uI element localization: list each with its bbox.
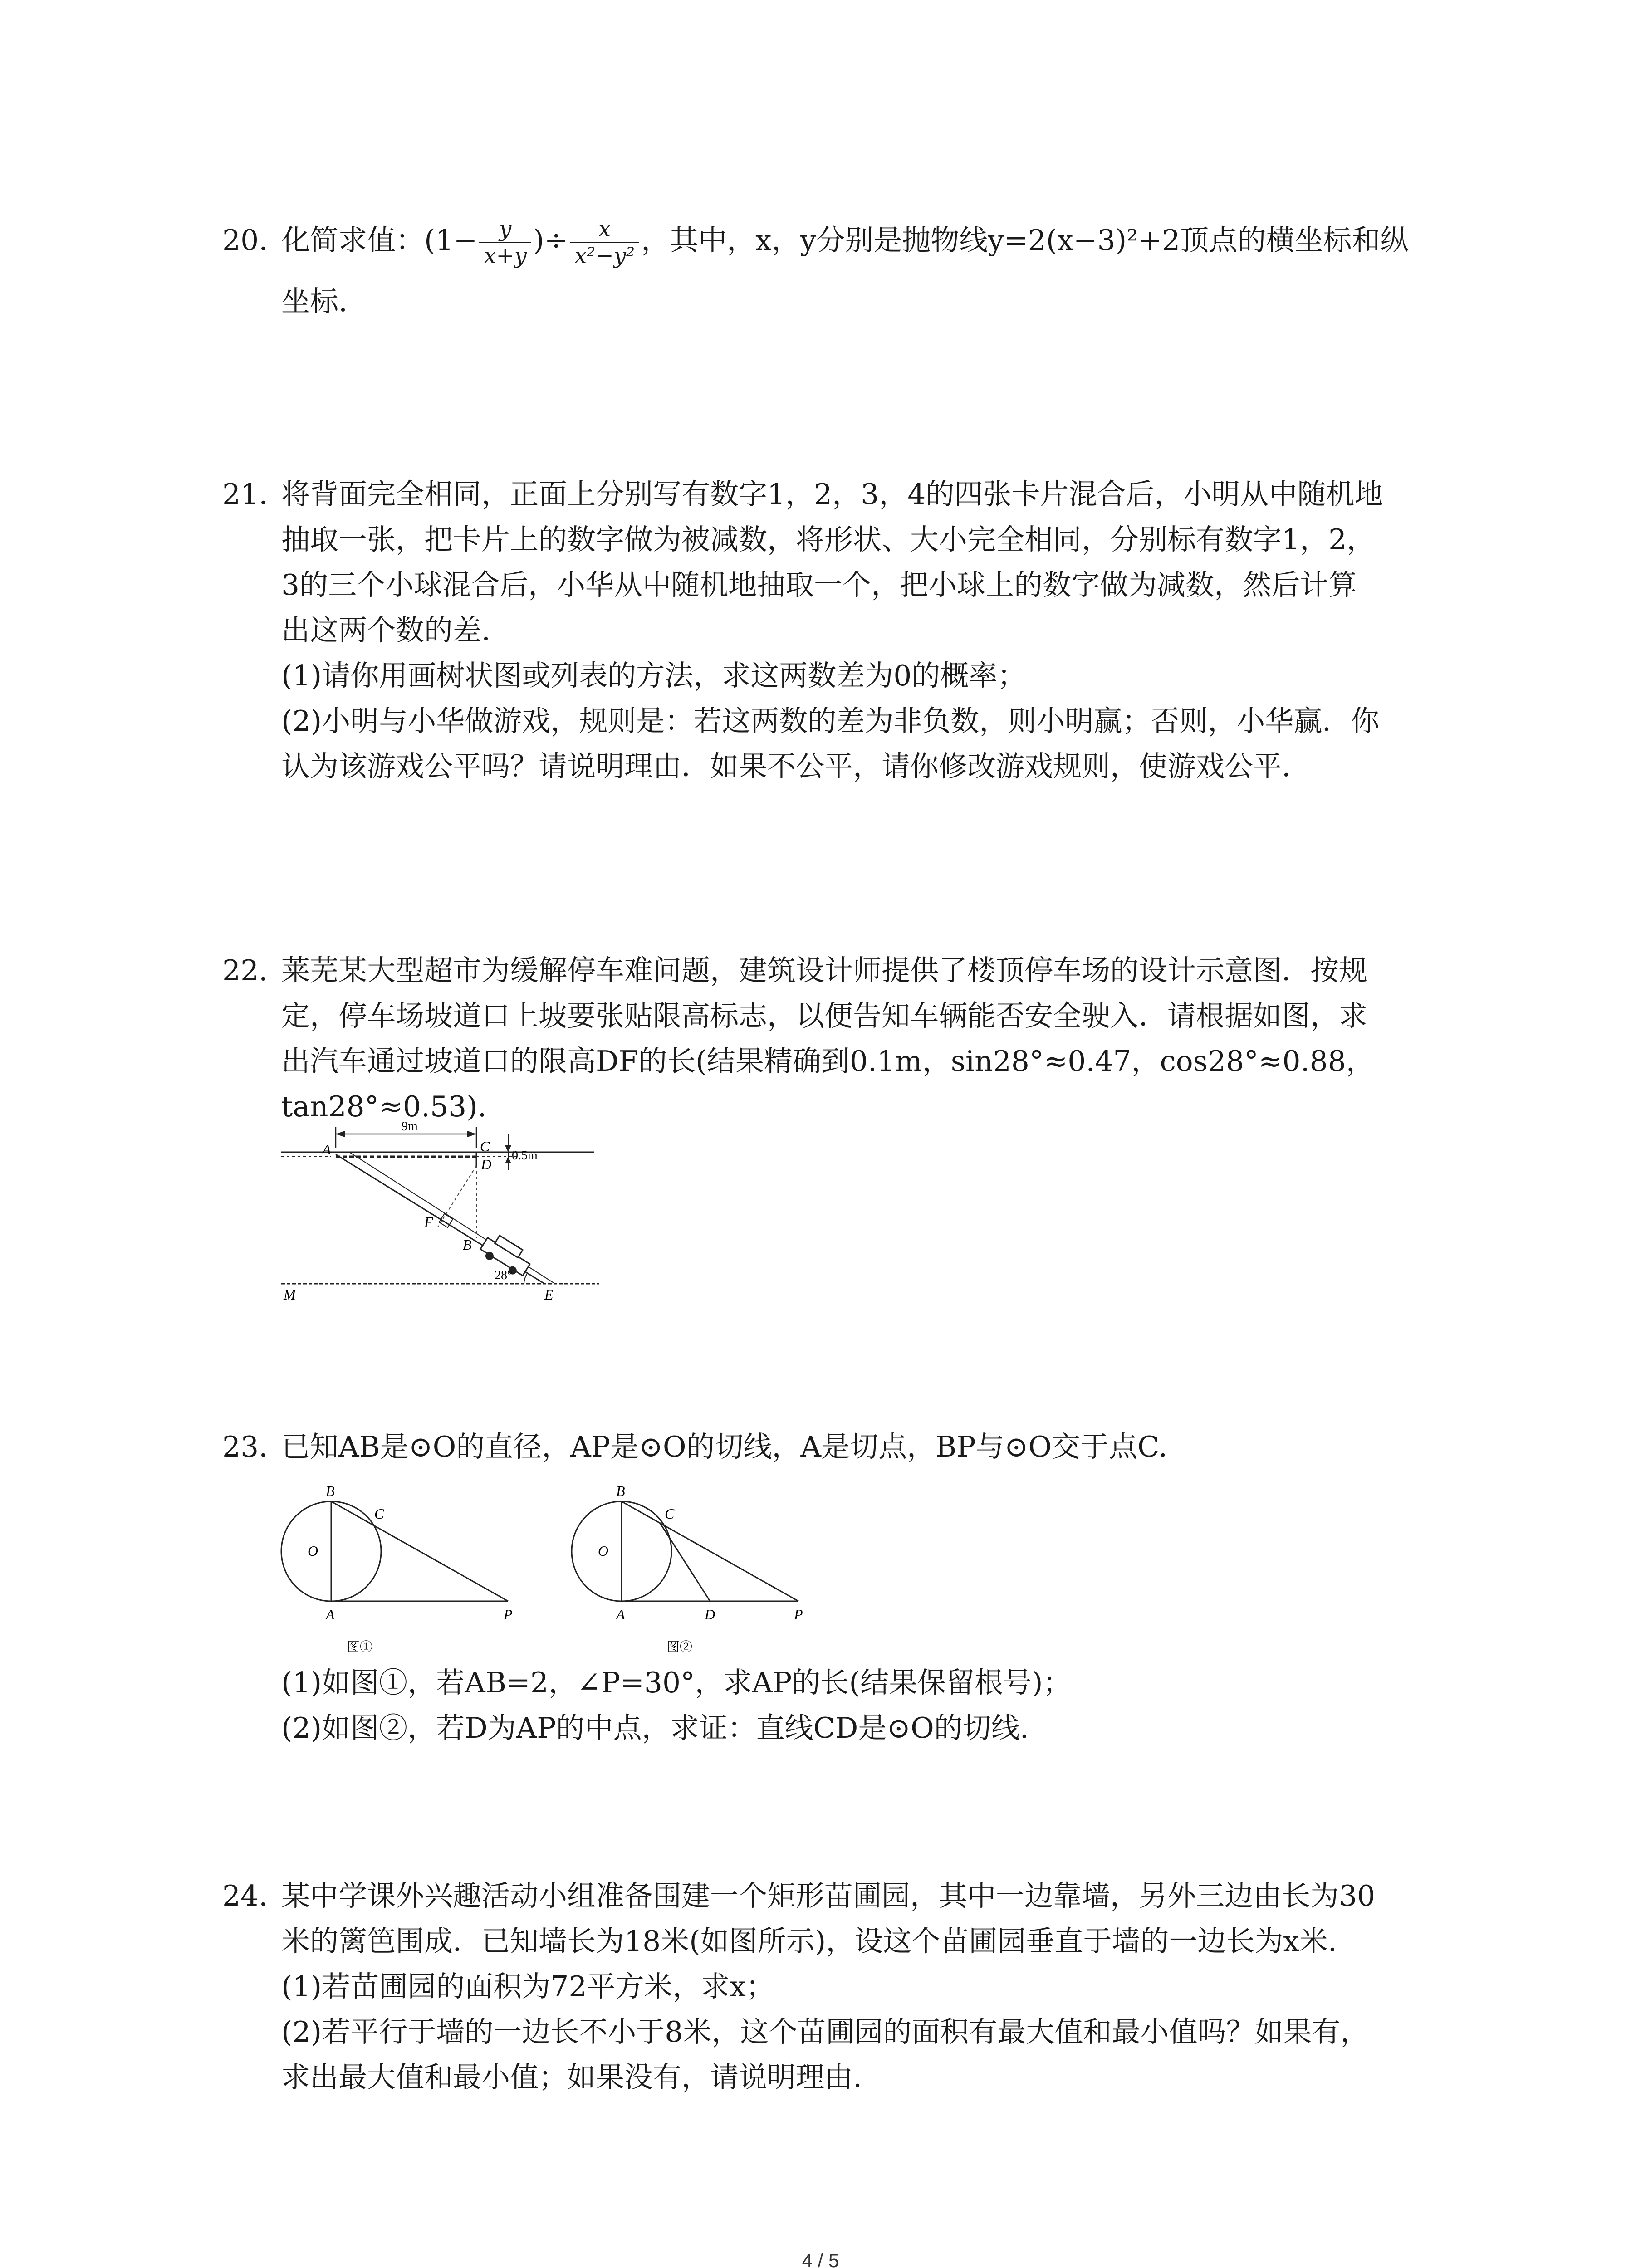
label-o: O	[598, 1543, 609, 1559]
page-number: 4 / 5	[802, 2250, 839, 2268]
q24-line: 某中学课外兴趣活动小组准备围建一个矩形苗圃园，其中一边靠墙，另外三边由长为30	[281, 1879, 1376, 1912]
label-o: O	[308, 1543, 318, 1559]
question-23	[222, 1424, 1447, 1470]
question-number: 21.	[222, 478, 268, 511]
q21-line: 将背面完全相同，正面上分别写有数字1，2，3，4的四张卡片混合后，小明从中随机地	[281, 478, 1383, 511]
q23-line: 已知AB是⊙O的直径，AP是⊙O的切线，A是切点，BP与⊙O交于点C.	[281, 1430, 1168, 1463]
question-number: 20.	[222, 224, 268, 257]
q24-line: 米的篱笆围成．已知墙长为18米(如图所示)，设这个苗圃园垂直于墙的一边长为x米.	[281, 1925, 1337, 1958]
dim-ac-label: 9m	[402, 1120, 418, 1134]
question-number: 24.	[222, 1879, 268, 1912]
q20-suffix: ，其中，x，y分别是抛物线y=2(x−3)²+2顶点的横坐标和纵	[641, 224, 1409, 257]
label-b: B	[616, 1483, 625, 1499]
label-d: D	[705, 1606, 715, 1623]
q20-line-2: 坐标.	[281, 285, 348, 318]
label-p: P	[504, 1606, 513, 1623]
label-e: E	[544, 1286, 554, 1302]
q21-line: 出这两个数的差.	[281, 614, 491, 647]
question-number: 23.	[222, 1430, 268, 1463]
q21-sub-2: (2)小明与小华做游戏，规则是：若这两数的差为非负数，则小明赢；否则，小华赢．你	[281, 704, 1380, 738]
label-a: A	[326, 1606, 335, 1623]
q23-sub-2: (2)如图②，若D为AP的中点，求证：直线CD是⊙O的切线.	[281, 1711, 1029, 1745]
question-22	[222, 948, 1447, 1129]
figure-caption-1: 图①	[347, 1640, 373, 1654]
label-m: M	[284, 1286, 296, 1302]
q24-sub-2: (2)若平行于墙的一边长不小于8米，这个苗圃园的面积有最大值和最小值吗？如果有，	[281, 2015, 1369, 2048]
label-p: P	[794, 1606, 803, 1623]
label-a: A	[616, 1606, 625, 1623]
q21-line: 抽取一张，把卡片上的数字做为被减数，将形状、大小完全相同，分别标有数字1，2，	[281, 523, 1376, 556]
q22-line: 定，停车场坡道口上坡要张贴限高标志，以便告知车辆能否安全驶入．请根据如图，求	[281, 999, 1367, 1032]
q22-line: 莱芜某大型超市为缓解停车难问题，建筑设计师提供了楼顶停车场的设计示意图．按规	[281, 954, 1367, 987]
angle-label: 28°	[495, 1268, 513, 1282]
label-a: A	[322, 1141, 331, 1158]
dim-cd-label: 0.5m	[512, 1149, 538, 1163]
label-d: D	[481, 1156, 492, 1173]
q21-line: 3的三个小球混合后，小华从中随机地抽取一个，把小球上的数字做为减数，然后计算	[281, 568, 1357, 601]
label-c: C	[374, 1505, 384, 1522]
label-f: F	[424, 1214, 433, 1230]
question-number: 22.	[222, 954, 268, 987]
q21-line: 认为该游戏公平吗？请说明理由．如果不公平，请你修改游戏规则，使游戏公平.	[281, 750, 1291, 783]
label-c: C	[480, 1138, 490, 1154]
circle-figure-1	[272, 1474, 526, 1656]
q21-sub-1: (1)请你用画树状图或列表的方法，求这两数差为0的概率；	[281, 659, 1026, 692]
fraction-2: $\frac{x}{\text{x²−y²}}$	[570, 216, 639, 269]
label-b: B	[326, 1483, 335, 1499]
fraction-1: $\frac{y}{x+y}$	[479, 216, 531, 269]
figure-caption-2: 图②	[667, 1640, 693, 1654]
question-24	[222, 1873, 1447, 2100]
label-b: B	[463, 1237, 472, 1253]
circle-figure-2	[563, 1474, 817, 1656]
q22-line: 出汽车通过坡道口的限高DF的长(结果精确到0.1m，sin28°≈0.47，cos28°≈0.88，	[281, 1045, 1375, 1078]
ramp-diagram	[272, 1120, 608, 1302]
q23-sub-1: (1)如图①，若AB=2，∠P=30°，求AP的长(结果保留根号)；	[281, 1666, 1072, 1699]
q20-prefix: 化简求值：(1−	[281, 224, 478, 257]
question-21	[222, 472, 1447, 789]
question-23-subs	[222, 1660, 1447, 1751]
q24-line: 求出最大值和最小值；如果没有，请说明理由.	[281, 2061, 862, 2094]
q22-line: tan28°≈0.53).	[281, 1090, 487, 1123]
q24-sub-1: (1)若苗圃园的面积为72平方米，求x；	[281, 1970, 774, 2003]
label-c: C	[665, 1505, 675, 1522]
question-20	[222, 213, 1447, 324]
q20-mid: )÷	[533, 224, 568, 257]
